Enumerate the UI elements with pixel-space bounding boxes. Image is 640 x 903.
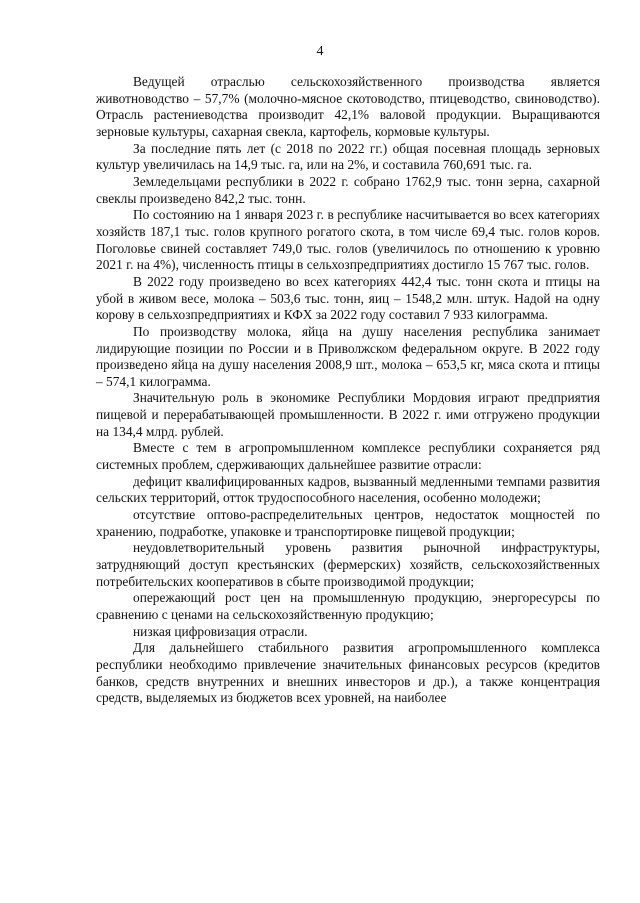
paragraph-problem-distribution: отсутствие оптово-распределительных центров, недостаток мощностей по хранению, подработке, упаковке и транспортировке пищевой продукции; (96, 507, 600, 539)
paragraph-livestock-count: По состоянию на 1 января 2023 г. в республике насчитывается во всех категориях хозяйств 187,1 тыс. голов крупного рогатого скота, в том числе 69,4 тыс. голов коров. Поголовье свиней составляет 749,0 тыс. голов (увеличилось по отношению к уровню 2021 г. на 4%), численность птицы в сельхозпредприятиях достигло 15 767 тыс. голов. (96, 207, 600, 273)
paragraph-harvest: Земледельцами республики в 2022 г. собрано 1762,9 тыс. тонн зерна, сахарной свеклы произведено 842,2 тыс. тонн. (96, 173, 600, 206)
paragraph-livestock-share: Ведущей отраслью сельскохозяйственного производства является животноводство – 57,7% (молочно-мясное скотоводство, птицеводство, свиноводство). Отрасль растениеводства производит 42,1% валовой продукции. Выращиваются зерновые культуры, сахарная свекла, картофель, кормовые культуры. (96, 74, 600, 139)
paragraph-problems-intro: Вместе с тем в агропромышленном комплексе республики сохраняется ряд системных проблем, сдерживающих дальнейшее развитие отрасли: (96, 440, 600, 473)
paragraph-problem-digitalization: низкая цифровизация отрасли. (133, 623, 308, 639)
paragraph-problem-infrastructure: неудовлетворительный уровень развития рыночной инфраструктуры, затрудняющий доступ крестьянских (фермерских) хозяйств, сельскохозяйственных потребительских кооперативов в сбыте производимой продукции; (96, 540, 600, 589)
document-body (96, 74, 600, 707)
paragraph-problem-prices: опережающий рост цен на промышленную продукцию, энергоресурсы по сравнению с ценами на сельскохозяйственную продукцию; (96, 590, 600, 622)
paragraph-per-capita: По производству молока, яйца на душу населения республика занимает лидирующие позиции по России и в Приволжском федеральном округе. В 2022 году произведено яйца на душу населения 2008,9 шт., молока – 653,5 кг, мяса скота и птицы – 574,1 килограмма. (96, 323, 600, 389)
paragraph-sown-area: За последние пять лет (с 2018 по 2022 гг.) общая посевная площадь зерновых культур увеличилась на 14,9 тыс. га, или на 2%, и составила 760,691 тыс. га. (96, 140, 600, 173)
paragraph-problem-staff: дефицит квалифицированных кадров, вызванный медленными темпами развития сельских территорий, отток трудоспособного населения, особенно молодежи; (96, 473, 600, 506)
paragraph-production-2022: В 2022 году произведено во всех категориях 442,4 тыс. тонн скота и птицы на убой в живом весе, молока – 503,6 тыс. тонн, яиц – 1548,2 млн. штук. Надой на одну корову в сельхозпредприятиях и КФХ за 2022 году составил 7 933 килограмма. (96, 273, 600, 323)
paragraph-food-industry: Значительную роль в экономике Республики Мордовия играют предприятия пищевой и перерабатывающей промышленности. В 2022 г. ими отгружено продукции на 134,4 млрд. рублей. (96, 390, 600, 439)
paragraph-financing: Для дальнейшего стабильного развития агропромышленного комплекса республики необходимо привлечение значительных финансовых ресурсов (кредитов банков, средств внутренних и внешних инвесторов и др.), а также концентрация средств, выделяемых из бюджетов всех уровней, на наиболее (96, 640, 600, 706)
page-number: 4 (316, 44, 324, 59)
